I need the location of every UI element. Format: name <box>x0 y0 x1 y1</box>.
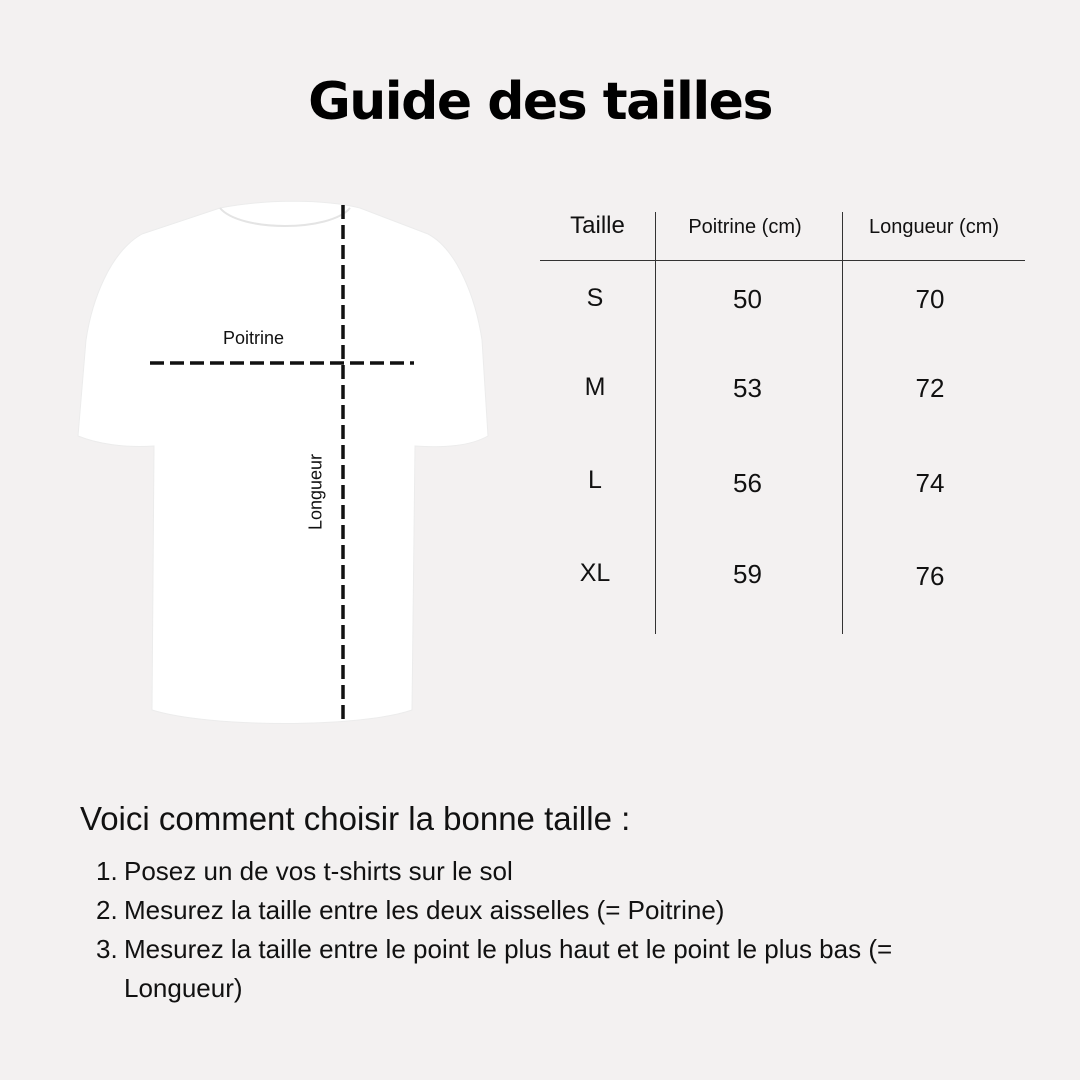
header-size: Taille <box>570 212 625 239</box>
step-number: 1. <box>96 856 118 886</box>
tshirt-diagram <box>60 190 510 750</box>
instructions <box>80 800 980 1008</box>
header-divider <box>540 260 1025 261</box>
tshirt-shape <box>78 201 488 723</box>
cell-size-l: L <box>588 466 602 494</box>
column-divider-2 <box>842 212 843 634</box>
cell-size-xl: XL <box>579 559 611 587</box>
cell-chest-l: 56 <box>733 468 762 498</box>
cell-chest-xl: 59 <box>733 559 762 589</box>
cell-length-m: 72 <box>915 373 945 403</box>
cell-chest-s: 50 <box>733 284 762 314</box>
step-number: 2. <box>96 895 118 925</box>
step-text: Mesurez la taille entre les deux aisselles (= Poitrine) <box>124 895 725 925</box>
size-table <box>540 200 1025 640</box>
header-chest: Poitrine (cm) <box>688 216 802 238</box>
column-divider-1 <box>655 212 656 634</box>
steps-list <box>80 852 980 1008</box>
instructions-heading: Voici comment choisir la bonne taille : <box>80 800 631 837</box>
step-number: 3. <box>96 934 118 964</box>
cell-size-m: M <box>584 373 606 401</box>
step-text: Mesurez la taille entre le point le plus haut et le point le plus bas (= Longueur) <box>124 934 893 1003</box>
step-text: Posez un de vos t-shirts sur le sol <box>124 856 513 886</box>
list-item <box>80 930 964 1008</box>
cell-length-s: 70 <box>915 284 945 314</box>
list-item <box>80 852 964 891</box>
tshirt-icon <box>60 190 510 750</box>
cell-length-xl: 76 <box>915 561 945 591</box>
page-title: Guide des tailles <box>308 72 772 132</box>
cell-length-l: 74 <box>915 468 945 498</box>
list-item <box>80 891 964 930</box>
chest-label: Poitrine <box>223 328 285 348</box>
cell-size-s: S <box>586 284 604 312</box>
header-length: Longueur (cm) <box>868 216 1000 238</box>
cell-chest-m: 53 <box>733 373 762 403</box>
length-label-text: Longueur <box>305 453 326 531</box>
